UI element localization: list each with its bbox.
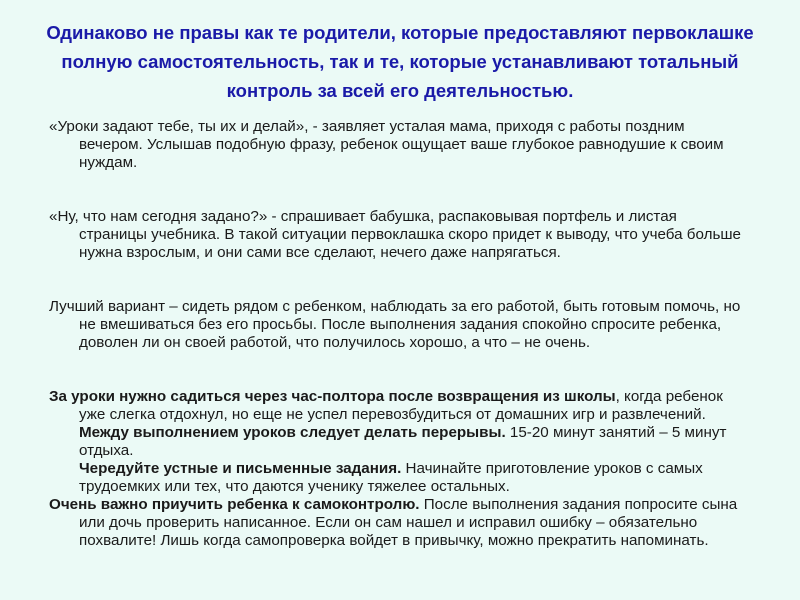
text-homework-timing: , когда ребенок уже слегка отдохнул, но еще не успел перевозбудиться от домашних игр и развлечений. (79, 388, 723, 423)
paragraph-self-control (49, 496, 749, 550)
text-alternate-tasks: Начинайте приготовление уроков с самых трудоемких или тех, что даются ученику тяжелее остальных. (79, 460, 703, 495)
paragraph-homework-timing (49, 388, 749, 496)
slide-body (49, 118, 749, 550)
paragraph-best-option: Лучший вариант – сидеть рядом с ребенком, наблюдать за его работой, быть готовым помочь, но не вмешиваться без его просьбы. После выполнения задания спокойно спросите ребенка, доволен ли он своей работой, что получилось хорошо, а что – не очень. (49, 298, 741, 351)
spacer (49, 262, 749, 298)
alternate-tasks-line (79, 460, 749, 496)
text-breaks: 15-20 минут занятий – 5 минут отдыха. (79, 424, 727, 459)
spacer (49, 352, 749, 388)
paragraph-homework-mom: «Уроки задают тебе, ты их и делай», - заявляет усталая мама, приходя с работы поздним вечером. Услышав подобную фразу, ребенок ощущает ваше глубокое равнодушие к своим нуждам. (49, 118, 724, 171)
slide-title: Одинаково не правы как те родители, которые предоставляют первоклашке полную самостоятельность, так и те, которые устанавливают тотальный контроль за всей его деятельностью. (46, 22, 754, 101)
spacer (49, 172, 749, 208)
bold-alternate-tasks: Чередуйте устные и письменные задания. (79, 460, 402, 477)
bold-breaks: Между выполнением уроков следует делать перерывы. (79, 424, 506, 441)
paragraph-grandmother: «Ну, что нам сегодня задано?» - спрашивает бабушка, распаковывая портфель и листая страницы учебника. В такой ситуации первоклашка скоро придет к выводу, что учеба больше нужна взрослым, и они сами все сделают, нечего даже напрягаться. (49, 208, 741, 261)
text-self-control: После выполнения задания попросите сына или дочь проверить написанное. Если он сам нашел и исправил ошибку – обязательно похвалите! Лишь когда самопроверка войдет в привычку, можно прекратить напоминать. (79, 496, 738, 549)
bold-homework-timing: За уроки нужно садиться через час-полтора после возвращения из школы (49, 388, 616, 405)
bold-self-control: Очень важно приучить ребенка к самоконтролю. (49, 496, 420, 513)
